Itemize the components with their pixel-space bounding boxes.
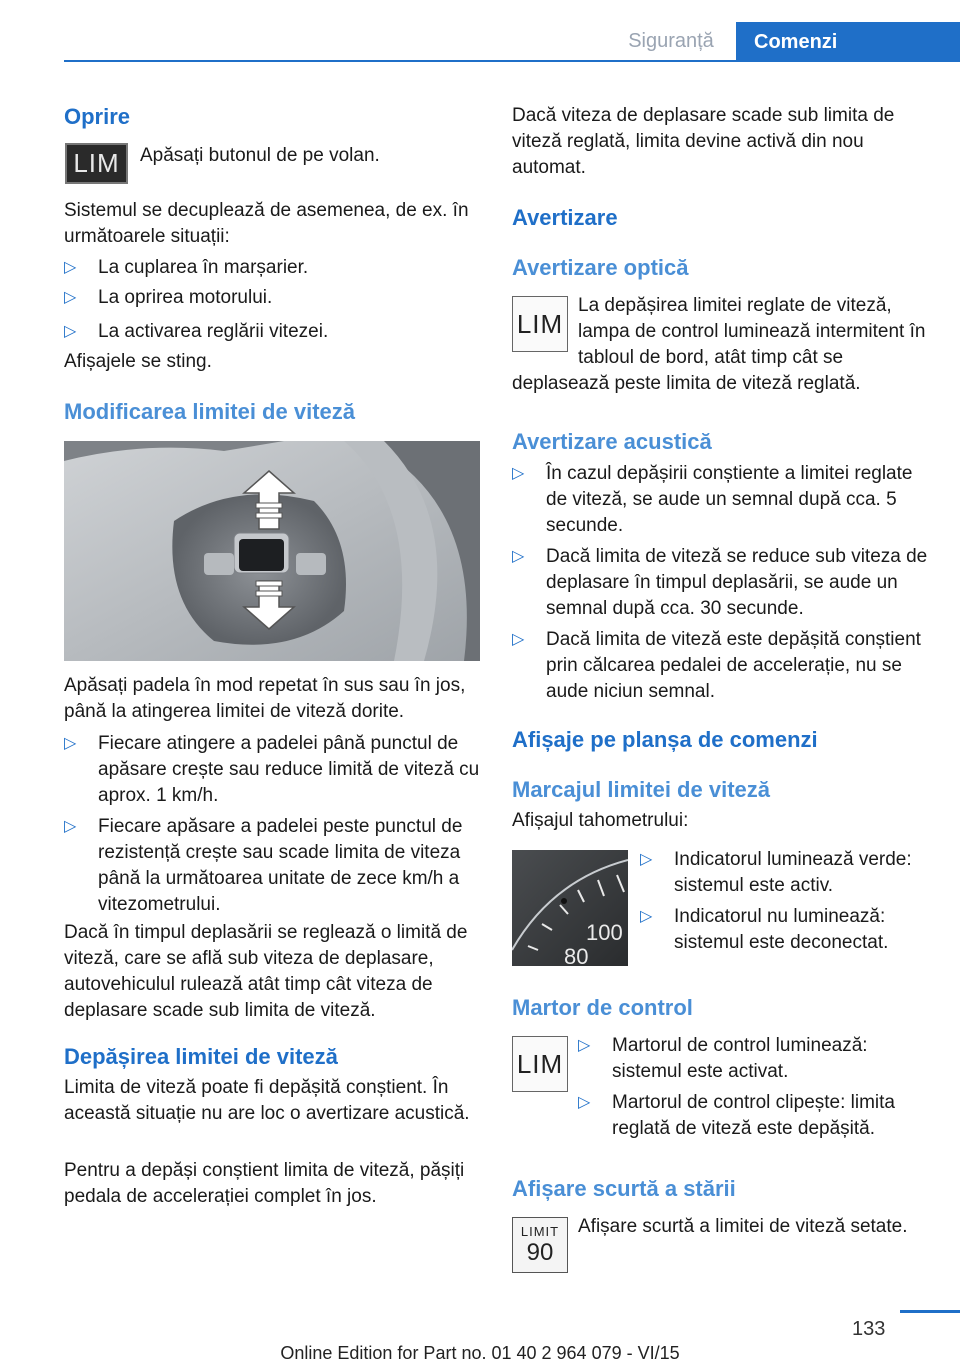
- limit-status-icon: [512, 1217, 568, 1273]
- list-item: [578, 1033, 930, 1085]
- intro-text: Dacă viteza de deplasare scade sub limita de viteză reglată, limita devine activă din nou automat.: [512, 105, 895, 178]
- heading-depasirea: Depășirea limitei de viteză: [64, 1044, 338, 1069]
- sistem-text: Sistemul se decuplează de asemenea, de ex. în următoarele situații:: [64, 200, 469, 247]
- list-item: [64, 285, 484, 311]
- tahometru-text: Afișajul tahometrului:: [512, 810, 689, 831]
- heading-afisare-scurta: Afișare scurtă a stării: [512, 1176, 736, 1201]
- gauge-label-100: 100: [586, 920, 623, 945]
- list-item: [512, 544, 932, 622]
- triangle-bullet-icon: ▷: [64, 818, 77, 835]
- heading-oprire: Oprire: [64, 104, 131, 129]
- list-item-text: Dacă limita de viteză se reduce sub viteza de deplasare în timpul deplasării, se aude un semnal după cca. 30 secunde.: [546, 546, 928, 619]
- oprire-text: Apăsați butonul de pe volan.: [140, 145, 380, 166]
- gauge-label-80: 80: [564, 944, 589, 966]
- apasati-text: Apăsați padela în mod repetat în sus sau în jos, până la atingerea limitei de viteză dorite.: [64, 675, 466, 722]
- pentru-text: Pentru a depăși conștient limita de viteză, pășiți pedala de accelerației complet în jos.: [64, 1160, 465, 1207]
- triangle-bullet-icon: ▷: [512, 631, 525, 648]
- depasirea-text: Limita de viteză poate fi depășită conștient. În această situație nu are loc o avertizare acustică.: [64, 1077, 470, 1124]
- footer-rule: [900, 1310, 960, 1313]
- list-item-text: Indicatorul nu luminează: sistemul este deconectat.: [674, 906, 889, 953]
- heading-marcajul: Marcajul limitei de viteză: [512, 777, 770, 802]
- heading-martor: Martor de control: [512, 995, 693, 1020]
- limit-value: 90: [526, 1239, 554, 1266]
- list-item-text: Martorul de control luminează: sistemul este activat.: [612, 1035, 868, 1082]
- list-item-text: La oprirea motorului.: [98, 287, 273, 308]
- heading-avertizare-optica: Avertizare optică: [512, 255, 689, 280]
- triangle-bullet-icon: ▷: [640, 908, 653, 925]
- list-item: [512, 627, 932, 705]
- list-item: [512, 461, 932, 539]
- list-item: [64, 731, 484, 809]
- list-item-text: Martorul de control clipește: limita reglată de viteză este depășită.: [612, 1092, 895, 1139]
- header-rule: [64, 60, 960, 62]
- list-item: [64, 814, 484, 918]
- list-item: [64, 319, 484, 345]
- list-item-text: La activarea reglării vitezei.: [98, 321, 329, 342]
- list-item: [64, 255, 484, 281]
- list-item: [578, 1090, 930, 1142]
- steering-wheel-photo: [64, 441, 480, 661]
- lim-control-light-icon: LIM: [512, 1036, 568, 1092]
- list-item-text: La cuplarea în marșarier.: [98, 257, 309, 278]
- lim-button-icon: LIM: [65, 143, 128, 184]
- triangle-bullet-icon: ▷: [64, 289, 77, 306]
- list-item-text: Fiecare apăsare a padelei peste punctul de rezistență crește sau scade limita de viteza până la următoarea unitate de zece km/h a vitezometrului.: [98, 816, 463, 915]
- triangle-bullet-icon: ▷: [578, 1094, 591, 1111]
- optica-paragraph: [512, 293, 932, 397]
- edition-text: Online Edition for Part no. 01 40 2 964 079 - VI/15: [280, 1343, 680, 1363]
- triangle-bullet-icon: ▷: [64, 735, 77, 752]
- triangle-bullet-icon: ▷: [64, 259, 77, 276]
- list-item-text: În cazul depășirii conștiente a limitei reglate de viteză, se aude un semnal după cca. 5 secunde.: [546, 463, 913, 536]
- list-item-text: Dacă limita de viteză este depășită conștient prin călcarea pedalei de accelerație, nu se aude niciun semnal.: [546, 629, 921, 702]
- lim-indicator-icon: LIM: [512, 296, 568, 352]
- scurta-text: Afișare scurtă a limitei de viteză setate.: [578, 1216, 908, 1237]
- triangle-bullet-icon: ▷: [512, 548, 525, 565]
- afisajele-text: Afișajele se sting.: [64, 351, 212, 372]
- optica-text-wrap: La depășirea limitei reglate de viteză, lampa de control luminează intermitent în tabloul de bord, atât timp cât se deplasează peste limita de viteză reglată.: [512, 295, 926, 394]
- daca-text: Dacă în timpul deplasării se reglează o limită de viteză, care se află sub viteza de deplasare, autovehiculul rulează atât timp cât viteza de deplasare scade sub limita de viteză.: [64, 922, 468, 1021]
- heading-avertizare: Avertizare: [512, 205, 618, 230]
- triangle-bullet-icon: ▷: [640, 851, 653, 868]
- limit-label: LIMIT: [520, 1224, 560, 1239]
- page-number: 133: [852, 1318, 886, 1340]
- heading-modificare: Modificarea limitei de viteză: [64, 399, 355, 424]
- list-item: [640, 904, 930, 956]
- heading-avertizare-acustica: Avertizare acustică: [512, 429, 712, 454]
- list-item-text: Fiecare atingere a padelei până punctul de apăsare crește sau reduce limită de viteză cu aprox. 1 km/h.: [98, 733, 480, 806]
- tab-siguranta[interactable]: Siguranță: [628, 30, 714, 52]
- heading-afisaje: Afișaje pe planșa de comenzi: [512, 727, 818, 752]
- triangle-bullet-icon: ▷: [512, 465, 525, 482]
- triangle-bullet-icon: ▷: [578, 1037, 591, 1054]
- list-item: [640, 847, 930, 899]
- tab-comenzi[interactable]: Comenzi: [736, 22, 960, 62]
- triangle-bullet-icon: ▷: [64, 323, 77, 340]
- tachometer-gauge-image: [512, 850, 628, 966]
- list-item-text: Indicatorul luminează verde: sistemul este activ.: [674, 849, 912, 896]
